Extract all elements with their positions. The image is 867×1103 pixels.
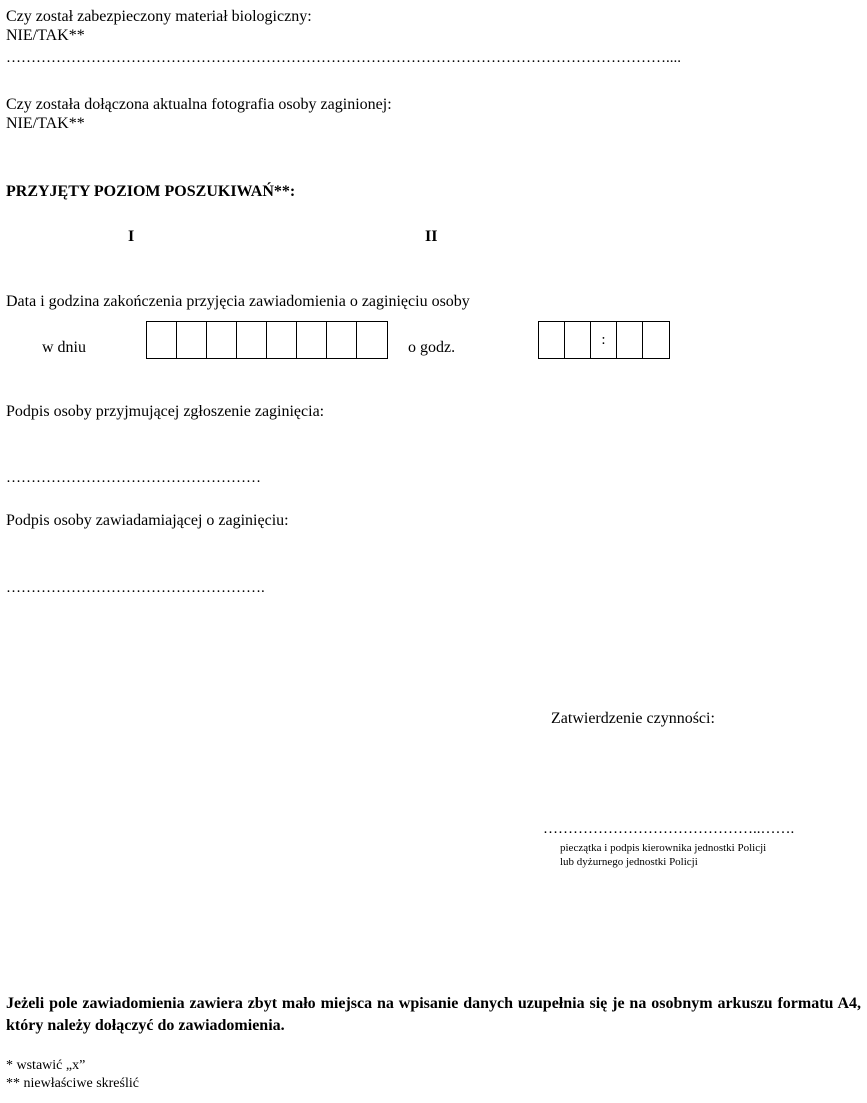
approval-caption-2: lub dyżurnego jednostki Policji [560, 856, 698, 868]
date-box[interactable] [327, 322, 357, 358]
search-level-option-1[interactable]: I [128, 228, 135, 245]
search-level-heading: PRZYJĘTY POZIOM POSZUKIWAŃ**: [6, 183, 296, 200]
approval-signature-line[interactable]: ……………………………………..……. [543, 821, 795, 837]
time-prefix: o godz. [408, 339, 456, 356]
time-box[interactable] [643, 322, 669, 358]
date-prefix: w dniu [42, 339, 86, 356]
a4-note: Jeżeli pole zawiadomienia zawiera zbyt mało miejsca na wpisanie danych uzupełnia się je na osobnym arkuszu formatu A4, który należy dołączyć do zawiadomienia. [6, 995, 861, 1034]
approval-label: Zatwierdzenie czynności: [551, 710, 715, 727]
date-box[interactable] [297, 322, 327, 358]
time-box[interactable] [539, 322, 565, 358]
date-box[interactable] [267, 322, 297, 358]
date-box[interactable] [147, 322, 177, 358]
search-level-option-2[interactable]: II [425, 228, 438, 245]
reporter-signature-label: Podpis osoby zawiadamiającej o zaginięciu: [6, 512, 289, 529]
time-box[interactable] [565, 322, 591, 358]
reporter-signature-line[interactable]: ……………………………………………. [6, 580, 265, 596]
receiver-signature-label: Podpis osoby przyjmującej zgłoszenie zaginięcia: [6, 403, 325, 420]
biological-question: Czy został zabezpieczony materiał biologiczny: [6, 8, 312, 25]
time-boxes[interactable] [538, 321, 670, 359]
footnote-1: * wstawić „x” [6, 1058, 86, 1073]
receiver-signature-line[interactable]: …………………………………………… [6, 470, 261, 486]
biological-answer[interactable]: NIE/TAK** [6, 27, 85, 44]
biological-dots-line[interactable]: …………………………………………………………………………………………………………………….... [6, 50, 681, 66]
date-box[interactable] [177, 322, 207, 358]
date-boxes[interactable] [146, 321, 388, 359]
completion-label: Data i godzina zakończenia przyjęcia zawiadomienia o zaginięciu osoby [6, 293, 470, 310]
date-box[interactable] [237, 322, 267, 358]
date-box[interactable] [207, 322, 237, 358]
date-box[interactable] [357, 322, 387, 358]
photo-answer[interactable]: NIE/TAK** [6, 115, 85, 132]
approval-caption-1: pieczątka i podpis kierownika jednostki Policji [560, 842, 767, 854]
footnote-2: ** niewłaściwe skreślić [6, 1076, 139, 1091]
photo-question: Czy została dołączona aktualna fotografia osoby zaginionej: [6, 96, 392, 113]
time-box[interactable] [617, 322, 643, 358]
time-separator: : [591, 322, 617, 358]
